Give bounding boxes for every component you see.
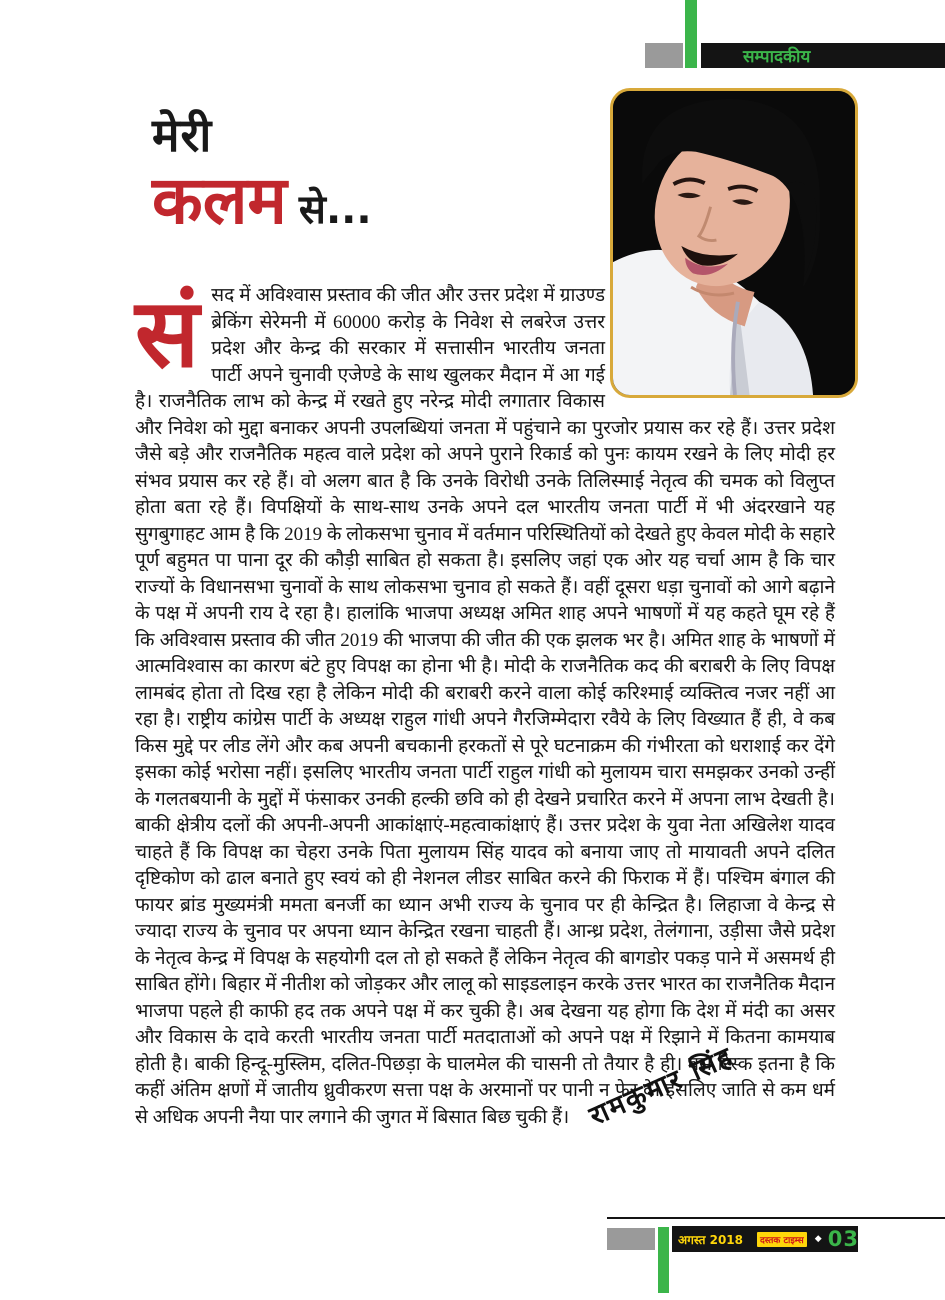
footer-issue-date: अगस्त 2018 bbox=[678, 1232, 744, 1247]
page-number: 03 bbox=[827, 1227, 859, 1251]
column-title-word-red: कलम bbox=[152, 162, 287, 239]
drop-cap: सं bbox=[135, 279, 200, 389]
footer-bar bbox=[672, 1226, 858, 1252]
header-green-bar bbox=[685, 0, 697, 68]
footer-gray-block bbox=[607, 1228, 655, 1250]
column-title-word-black: से... bbox=[298, 187, 372, 233]
section-header-bar bbox=[701, 43, 945, 68]
column-title-line2 bbox=[152, 162, 372, 239]
header-gray-block bbox=[645, 43, 683, 68]
section-title: सम्पादकीय bbox=[743, 47, 811, 67]
footer-rule bbox=[607, 1217, 945, 1219]
photo-wrap-spacer bbox=[605, 283, 835, 403]
column-title-line1: मेरी bbox=[152, 108, 213, 162]
magazine-logo: दस्तक टाइम्स bbox=[757, 1232, 807, 1247]
editor-signature: रामकुमार सिंह bbox=[584, 1041, 739, 1133]
column-title bbox=[152, 108, 372, 239]
footer-green-bar bbox=[658, 1227, 669, 1293]
editorial-text: सद में अविश्वास प्रस्ताव की जीत और उत्तर प्रदेश में ग्राउण्ड ब्रेकिंग सेरेमनी में 60000 करोड़ के निवेश से लबरेज उत्तर प्रदेश और केन्द्र की सरकार में सत्तासीन भारतीय जनता पार्टी अपने चुनावी एजेण्डे के साथ खुलकर मैदान में आ गई है। राजनैतिक लाभ को केन्द्र में रखते हुए नरेन्द्र मोदी लगातार विकास और निवेश को मुद्दा बनाकर अपनी उपलब्धियां जनता में पहुंचाने का पुरजोर प्रयास कर रहे हैं। उत्तर प्रदेश जैसे बड़े और राजनैतिक महत्व वाले प्रदेश को अपने पुराने रिकार्ड को पुनः कायम रखने के लिए मोदी हर संभव प्रयास कर रहे हैं। वो अलग बात है कि उनके विरोधी उनके तिलिस्माई नेतृत्व की चमक को विलुप्त होता बता रहे हैं। विपक्षियों के साथ-साथ उनके अपने दल भारतीय जनता पार्टी में भी अंदरखाने यह सुगबुगाहट आम है कि 2019 के लोकसभा चुनाव में वर्तमान परिस्थितियों को देखते हुए केवल मोदी के सहारे पूर्ण बहुमत पा पाना दूर की कौड़ी साबित हो सकता है। इसलिए जहां एक ओर यह चर्चा आम है कि चार राज्यों के विधानसभा चुनावों के साथ लोकसभा चुनाव हो सकते हैं। वहीं दूसरा धड़ा चुनावों को आगे बढ़ाने के पक्ष में अपनी राय दे रहा है। हालांकि भाजपा अध्यक्ष अमित शाह अपने भाषणों में यह कहते घूम रहे हैं कि अविश्वास प्रस्ताव की जीत 2019 की भाजपा की जीत की एक झलक भर है। अमित शाह के भाषणों में आत्मविश्वास का कारण बंटे हुए विपक्ष का होना भी है। मोदी के राजनैतिक कद की बराबरी के लिए विपक्ष लामबंद होता तो दिख रहा है लेकिन मोदी की बराबरी करने वाला कोई करिश्माई व्यक्तित्व नजर नहीं आ रहा है। राष्ट्रीय कांग्रेस पार्टी के अध्यक्ष राहुल गांधी अपने गैरजिम्मेदारा रवैये के लिए विख्यात हैं ही, वे कब किस मुद्दे पर लीड लेंगे और कब अपनी बचकानी हरकतों से पूरे घटनाक्रम की गंभीरता को धराशाई कर देंगे इसका कोई भरोसा नहीं। इसलिए भारतीय जनता पार्टी राहुल गांधी को मुलायम चारा समझकर उनको उन्हीं के गलतबयानी के मुद्दों में फंसाकर उनकी हल्की छवि को ही देखने प्रचारित करने में अपना लाभ देखती है। बाकी क्षेत्रीय दलों की अपनी-अपनी आकांक्षाएं-महत्वाकांक्षाएं हैं। उत्तर प्रदेश के युवा नेता अखिलेश यादव चाहते हैं कि विपक्ष का चेहरा उनके पिता मुलायम सिंह यादव को बनाया जाए तो मायावती अपने दलित दृष्टिकोण को ढाल बनाते हुए स्वयं को ही नेशनल लीडर साबित करने की फिराक में हैं। पश्चिम बंगाल की फायर ब्रांड मुख्यमंत्री ममता बनर्जी का ध्यान अभी राज्य के चुनाव पर ही केन्द्रित है। लिहाजा वे केन्द्र से ज्यादा राज्य के चुनाव पर अपना ध्यान केन्द्रित रखना चाहती हैं। आन्ध्र प्रदेश, तेलंगाना, उड़ीसा जैसे प्रदेश के नेतृत्व केन्द्र में विपक्ष के सहयोगी दल तो हो सकते हैं लेकिन नेतृत्व की बागडोर पकड़ पाने में असमर्थ ही साबित होंगे। बिहार में नीतीश को जोड़कर और लालू को साइडलाइन करके उत्तर भारत का राजनैतिक मैदान भाजपा पहले ही काफी हद तक अपने पक्ष में कर चुकी है। अब देखना यह होगा कि देश में मंदी का असर और विकास के दावे करती भारतीय जनता पार्टी मतदाताओं को अपने पक्ष में रिझाने में कितना कामयाब होती है। बाकी हिन्दू-मुस्लिम, दलित-पिछड़ा के घालमेल की चासनी तो तैयार है ही। बस रिस्क इतना है कि कहीं अंतिम क्षणों में जातीय ध्रुवीकरण सत्ता पक्ष के अरमानों पर पानी न फेर दे। इसलिए जाति से कम धर्म से अधिक अपनी नैया पार लगाने की जुगत में बिसात बिछ चुकी हैं। bbox=[135, 285, 835, 1128]
diamond-icon: ◆ bbox=[814, 1234, 822, 1244]
editorial-body bbox=[135, 279, 835, 1131]
